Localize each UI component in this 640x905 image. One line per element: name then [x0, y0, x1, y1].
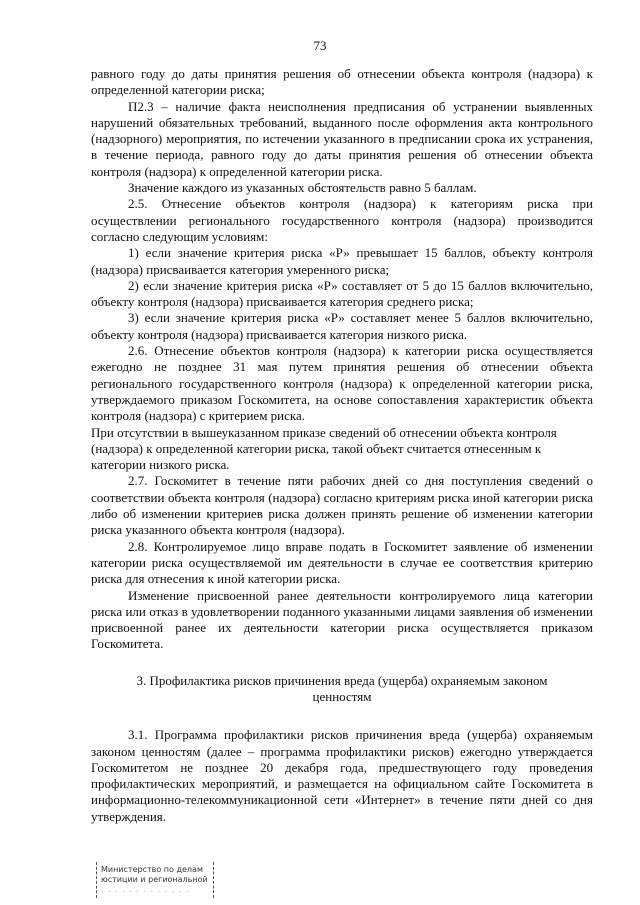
paragraph-2-7: 2.7. Госкомитет в течение пяти рабочих дней со дня поступления сведений о соответствии объекта контроля (надзора) согласно критериям риска иной категории риска либо об изменении критериев риска должен принять решение об изменении категории риска указанного объекта контроля (надзора). [91, 473, 593, 538]
paragraph-2-8: 2.8. Контролируемое лицо вправе подать в Госкомитет заявление об изменении категории риска осуществляемой им деятельности в случае ее соответствия критерию риска для отнесения к иной категории риска. [91, 538, 593, 587]
stamp-line: . . . . . . . . . . . . . [101, 885, 190, 894]
stamp-line: юстиции и региональной [101, 875, 208, 884]
paragraph-3-1: 3.1. Программа профилактики рисков причинения вреда (ущерба) охраняемым законом ценностям (далее – программа профилактики рисков) ежегодно утверждается Госкомитетом не позднее 20 декабря года, предшествующего году проведения профилактических мероприятий, и размещается на официальном сайте Госкомитета в информационно-телекоммуникационной сети «Интернет» в течение пяти дней со дня утверждения. [91, 727, 593, 824]
paragraph-p2-3: П2.3 – наличие факта неисполнения предписания об устранении выявленных нарушений обязательных требований, выданного после оформления акта контрольного (надзорного) мероприятия, по истечении указанного в предписании срока их устранения, в течение периода, равного году до даты принятия решения об отнесении объекта контроля (надзора) к определенной категории риска. [91, 98, 593, 179]
paragraph-2-5: 2.5. Отнесение объектов контроля (надзора) к категориям риска при осуществлении регионального государственного контроля (надзора) производится согласно следующим условиям: [91, 196, 593, 244]
page-number: 73 [313, 38, 327, 53]
section-heading: 3. Профилактика рисков причинения вреда (ущерба) охраняемым законом ценностям [136, 672, 548, 704]
paragraph-change-category: Изменение присвоенной ранее деятельности контролируемого лица категории риска или отказ в удовлетворении поданного указанными лицами заявления об изменении присвоенной ранее их деятельности категории риска осуществляется приказом Госкомитета. [91, 587, 593, 652]
paragraph-condition-3: 3) если значение критерия риска «Р» составляет менее 5 баллов включительно, объекту контроля (надзора) присваивается категория низкого риска. [91, 310, 593, 342]
paragraph-continuation: равного году до даты принятия решения об отнесении объекта контроля (надзора) к определенной категории риска; [91, 66, 593, 98]
paragraph-2-6: 2.6. Отнесение объектов контроля (надзора) к категории риска осуществляется ежегодно не позднее 31 мая путем принятия решения об отнесении объекта регионального государственного контроля (надзора) к определенной категории риска, утверждаемого приказом Госкомитета, на основе сопоставления характеристик объекта контроля (надзора) с критерием риска. [91, 343, 593, 424]
stamp-line: Министерство по делам [101, 865, 203, 874]
document-body [91, 66, 593, 825]
paragraph-score-value: Значение каждого из указанных обстоятельств равно 5 баллам. [128, 180, 477, 196]
paragraph-condition-1: 1) если значение критерия риска «Р» превышает 15 баллов, объекту контроля (надзора) присваивается категория умеренного риска; [91, 245, 593, 277]
paragraph-absence-note: При отсутствии в вышеуказанном приказе сведений об отнесении объекта контроля (надзора) к определенной категории риска, такой объект считается отнесенным к категории низкого риска. [91, 424, 557, 473]
paragraph-condition-2: 2) если значение критерия риска «Р» составляет от 5 до 15 баллов включительно, объекту контроля (надзора) присваивается категория среднего риска; [91, 277, 593, 310]
ministry-stamp [96, 862, 214, 898]
